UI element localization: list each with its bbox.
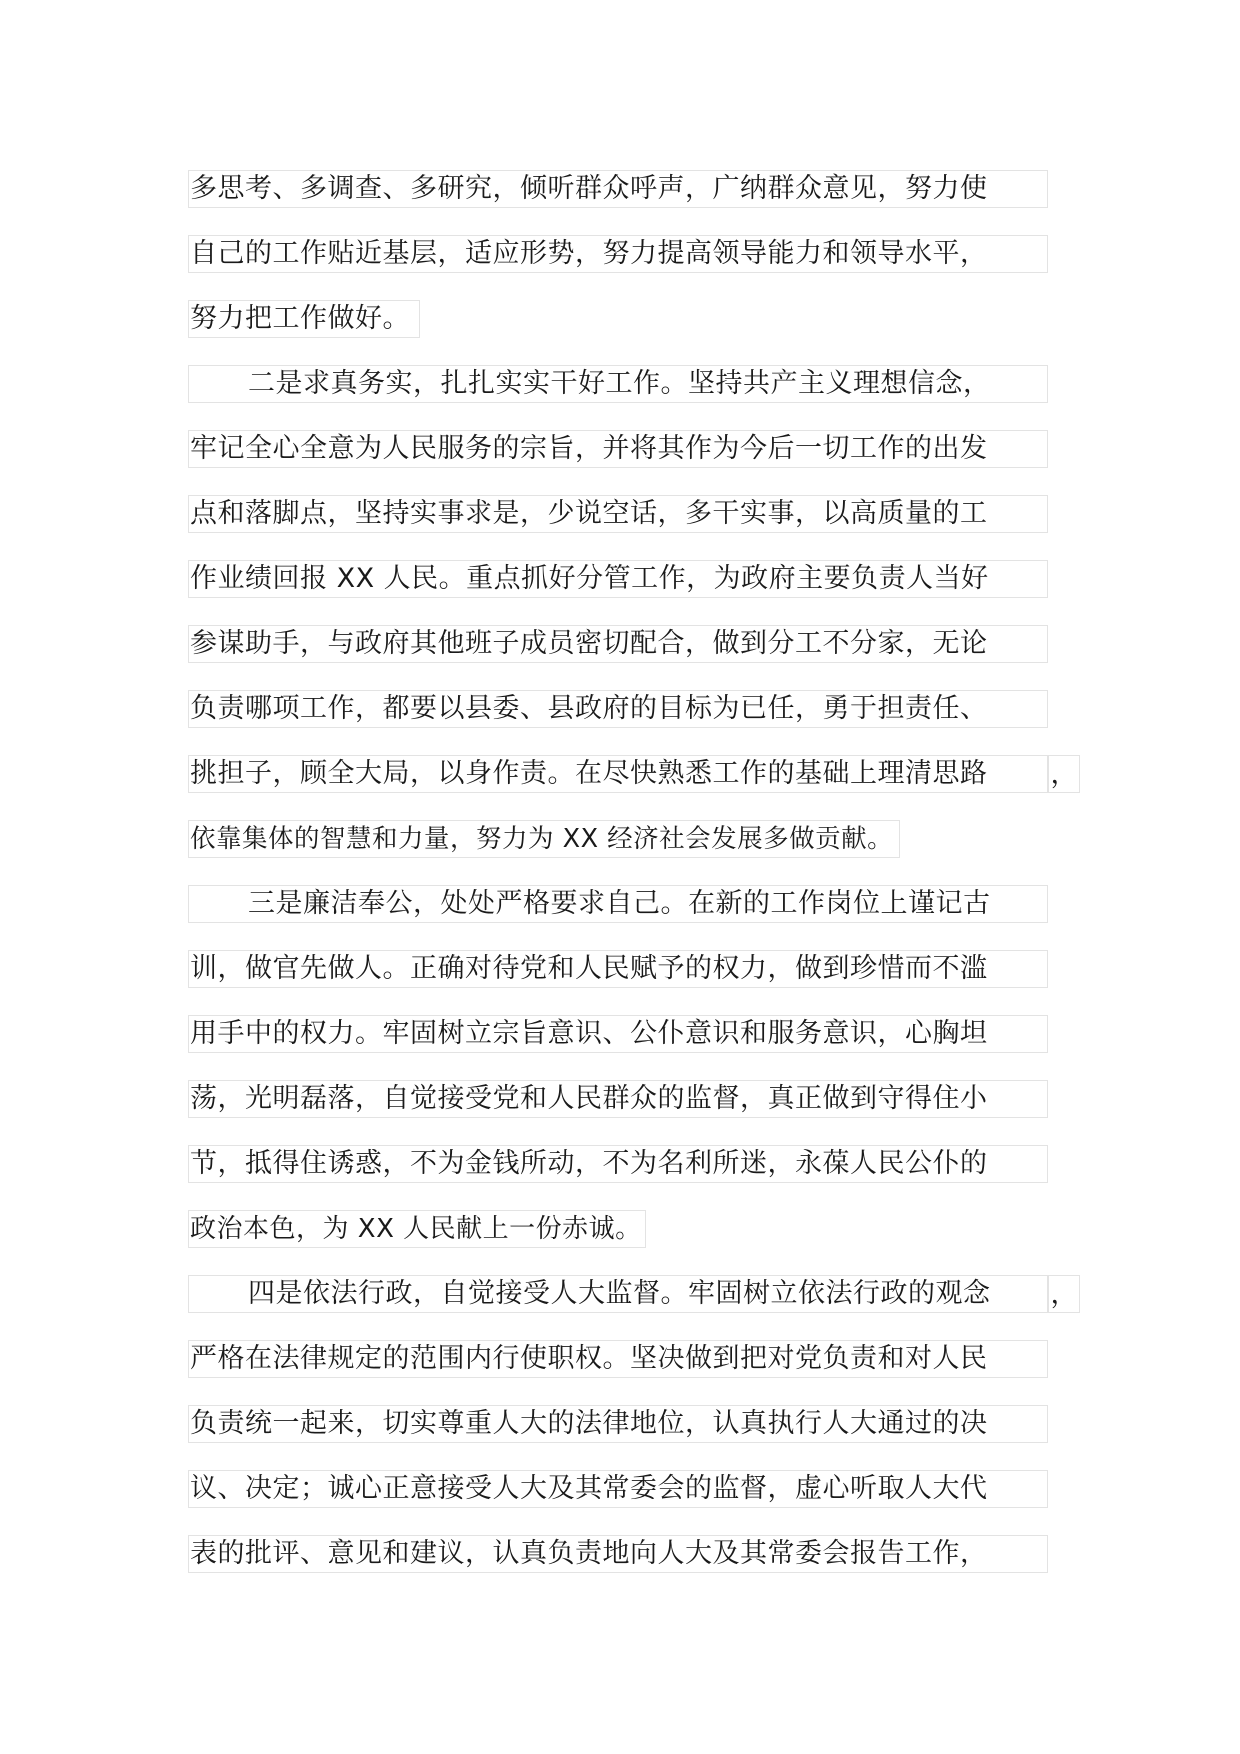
text-line: [188, 1340, 1108, 1405]
text-line: [188, 1275, 1108, 1340]
text-line: [188, 820, 1108, 885]
text-line: [188, 495, 1108, 560]
text-line: [188, 170, 1108, 235]
text-line: [188, 235, 1108, 300]
text-line-content: 点和落脚点，坚持实事求是，少说空话，多干实事，以高质量的工: [190, 498, 988, 529]
text-line-content: 二是求真务实，扎扎实实干好工作。坚持共产主义理想信念，: [248, 368, 991, 399]
text-line-content: 自己的工作贴近基层，适应形势，努力提高领导能力和领导水平，: [190, 238, 988, 269]
text-line-content: 荡，光明磊落，自觉接受党和人民群众的监督，真正做到守得住小: [190, 1083, 988, 1114]
text-line: [188, 1080, 1108, 1145]
text-line: [188, 1145, 1108, 1210]
trailing-punctuation: ，: [1048, 755, 1080, 793]
text-line-content: 节，抵得住诱惑，不为金钱所动，不为名利所迷，永葆人民公仆的: [190, 1148, 988, 1179]
text-line: [188, 365, 1108, 430]
text-line-content: 作业绩回报 XX 人民。重点抓好分管工作，为政府主要负责人当好: [190, 563, 989, 594]
trailing-punctuation: ，: [1048, 1275, 1080, 1313]
text-line-content: 努力把工作做好。: [190, 303, 410, 334]
text-line-content: 多思考、多调查、多研究，倾听群众呼声，广纳群众意见，努力使: [190, 173, 988, 204]
text-line-content: 政治本色，为 XX 人民献上一份赤诚。: [190, 1214, 642, 1244]
text-line-content: 三是廉洁奉公，处处严格要求自己。在新的工作岗位上谨记古: [248, 888, 991, 919]
text-line: [188, 755, 1108, 820]
text-line: [188, 625, 1108, 690]
text-line-content: 负责哪项工作，都要以县委、县政府的目标为已任，勇于担责任、: [190, 693, 988, 724]
text-line: [188, 885, 1108, 950]
text-line: [188, 1015, 1108, 1080]
text-line: [188, 950, 1108, 1015]
text-line: [188, 560, 1108, 625]
text-line: [188, 1470, 1108, 1535]
text-line: [188, 690, 1108, 755]
document-body: [188, 170, 1108, 1600]
text-line-content: 用手中的权力。牢固树立宗旨意识、公仆意识和服务意识，心胸坦: [190, 1018, 988, 1049]
text-line-content: 参谋助手，与政府其他班子成员密切配合，做到分工不分家，无论: [190, 628, 988, 659]
text-line: [188, 1405, 1108, 1470]
text-line: [188, 300, 1108, 365]
text-line-content: 负责统一起来，切实尊重人大的法律地位，认真执行人大通过的决: [190, 1408, 988, 1439]
text-line-content: 训，做官先做人。正确对待党和人民赋予的权力，做到珍惜而不滥: [190, 953, 988, 984]
text-line: [188, 1535, 1108, 1600]
text-line-content: 议、决定；诚心正意接受人大及其常委会的监督，虚心听取人大代: [190, 1473, 988, 1504]
text-line-content: 四是依法行政，自觉接受人大监督。牢固树立依法行政的观念: [248, 1278, 991, 1309]
text-line-content: 牢记全心全意为人民服务的宗旨，并将其作为今后一切工作的出发: [190, 433, 988, 464]
text-line-content: 挑担子，顾全大局，以身作责。在尽快熟悉工作的基础上理清思路: [190, 758, 988, 789]
text-line-content: 表的批评、意见和建议，认真负责地向人大及其常委会报告工作，: [190, 1538, 988, 1569]
text-line: [188, 430, 1108, 495]
text-line: [188, 1210, 1108, 1275]
text-line-content: 严格在法律规定的范围内行使职权。坚决做到把对党负责和对人民: [190, 1343, 988, 1374]
text-line-content: 依靠集体的智慧和力量，努力为 XX 经济社会发展多做贡献。: [190, 824, 894, 854]
